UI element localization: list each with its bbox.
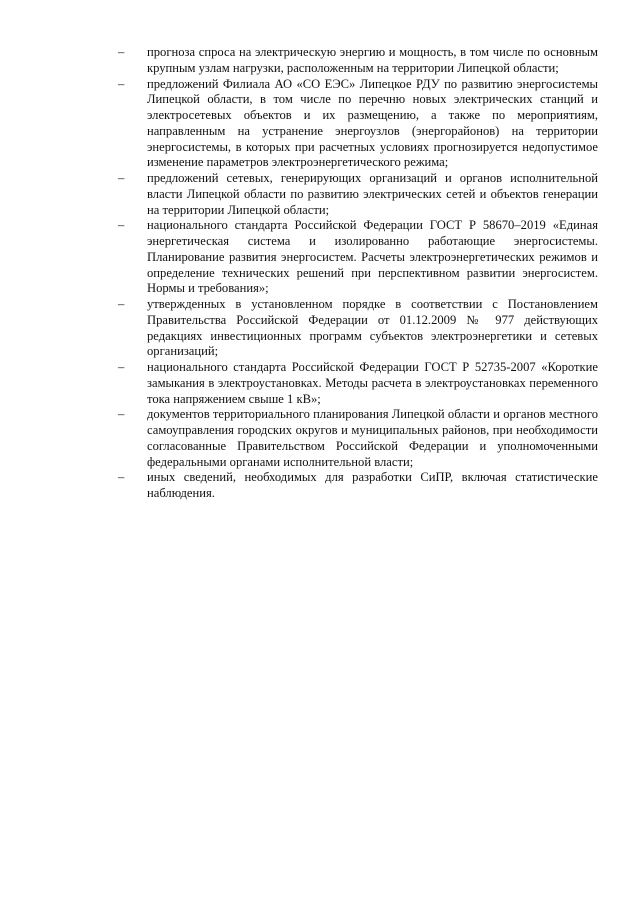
list-item-text: документов территориального планирования Липецкой области и органов местного самоуправления городских округов и муниципальных районов, при необходимости согласованные Правительством Российской Федерации и уполномоченными федеральными органами исполнительной власти; (147, 407, 598, 469)
list-item-text: национального стандарта Российской Федерации ГОСТ Р 58670–2019 «Единая энергетическая система и изолированно работающие энергосистемы. Планирование развития энергосистем. Расчеты электроэнергетических режимов и определение технических решений при перспективном развитии энергосистем. Нормы и требования»; (147, 218, 598, 296)
source-documents-list (118, 45, 598, 502)
list-bullet: – (118, 218, 125, 233)
list-item-text: утвержденных в установленном порядке в соответствии с Постановлением Правительства Российской Федерации от 01.12.2009 № 977 действующих редакциях инвестиционных программ субъектов электроэнергетики и сетевых организаций; (147, 297, 598, 359)
list-item-text: предложений Филиала АО «СО ЕЭС» Липецкое РДУ по развитию энергосистемы Липецкой области, в том числе по перечню новых электрических станций и электросетевых объектов и их размещению, а также по мероприятиям, направленным на устранение энергоузлов (энергорайонов) на территории энергосистемы, в которых при расчетных условиях прогнозируется недопустимое изменение параметров электроэнергетического режима; (147, 76, 598, 170)
list-bullet: – (118, 297, 125, 311)
list-bullet: – (118, 76, 125, 91)
list-item (118, 45, 598, 77)
list-item (118, 77, 598, 172)
list-bullet: – (118, 470, 125, 485)
list-item (118, 218, 598, 297)
list-item-text: предложений сетевых, генерирующих организаций и органов исполнительной власти Липецкой области по развитию электрических сетей и объектов генерации на территории Липецкой области; (147, 171, 598, 217)
list-item (118, 171, 598, 218)
list-bullet: – (118, 407, 125, 422)
list-item (118, 470, 598, 502)
list-bullet: – (118, 360, 125, 374)
list-item (118, 360, 598, 407)
list-item-text: иных сведений, необходимых для разработки СиПР, включая статистические наблюдения. (147, 470, 598, 500)
list-item (118, 407, 598, 470)
list-bullet: – (118, 45, 125, 59)
list-item-text: прогноза спроса на электрическую энергию и мощность, в том числе по основным крупным узлам нагрузки, расположенным на территории Липецкой области; (147, 45, 598, 75)
list-item-text: национального стандарта Российской Федерации ГОСТ Р 52735-2007 «Короткие замыкания в электроустановках. Методы расчета в электроустановках переменного тока напряжением свыше 1 кВ»; (147, 360, 598, 406)
list-item (118, 297, 598, 360)
list-bullet: – (118, 171, 125, 185)
